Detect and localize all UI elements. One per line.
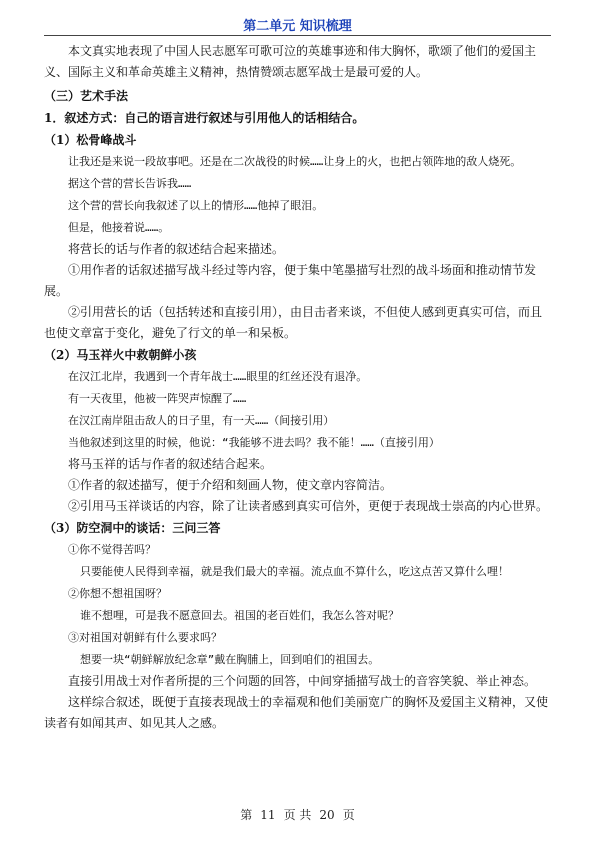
part-1-point: ①用作者的话叙述描写战斗经过等内容，便于集中笔墨描写壮烈的战斗场面和推动情节发展。 [44,263,537,298]
part-3-question: ②你想不想祖国呀？ [68,587,167,600]
part-3-number: （3） [44,521,77,535]
part-2-number: （2） [44,348,77,362]
part-1-number: （1） [44,133,77,147]
footer-suffix: 页 [342,808,355,822]
part-1-quote-line: 让我还是来说一段故事吧。还是在二次战役的时候……让身上的火，也把占领阵地的敌人烧死。 [68,155,522,168]
part-3-conclusion: 这样综合叙述，既便于直接表现战士的幸福观和他们美丽宽广的胸怀及爱国主义精神，又使读者有如闻其声、如见其人之感。 [44,695,549,730]
footer-current-page: 11 [260,808,276,822]
part-2-title: 马玉祥火中救朝鲜小孩 [76,348,197,362]
part-3-question: ③对祖国对朝鲜有什么要求吗？ [68,631,222,644]
part-1-title: 松骨峰战斗 [76,133,137,147]
part-1-heading [44,129,552,151]
footer-total-pages: 20 [319,808,335,822]
header-divider [44,35,551,36]
part-1-quote-line: 但是，他接着说……。 [68,221,170,234]
part-3-answer: 谁不想哩，可是我不愿意回去。祖国的老百姓们，我怎么答对呢？ [80,609,399,622]
point-1-text: 叙述方式：自己的语言进行叙述与引用他人的话相结合。 [64,111,365,125]
section-3-heading: （三）艺术手法 [44,89,129,103]
part-2-summary: 将马玉祥的话与作者的叙述结合起来。 [68,457,273,471]
page-content [44,41,552,734]
part-3-heading [44,517,552,539]
part-3-title: 防空洞中的谈话：三问三答 [76,521,221,535]
part-1-quote-line: 据这个营的营长告诉我…… [68,177,192,190]
part-1-summary: 将营长的话与作者的叙述结合起来描述。 [68,242,285,256]
part-3-question: ①你不觉得苦吗？ [68,543,156,556]
point-1-heading [44,107,552,129]
part-2-quote-line: 有一天夜里，他被一阵哭声惊醒了…… [68,392,247,405]
intro-paragraph: 本文真实地表现了中国人民志愿军可歌可泣的英雄事迹和伟大胸怀，歌颂了他们的爱国主义、国际主义和革命英雄主义精神，热情赞颂志愿军战士是最可爱的人。 [44,44,537,79]
part-2-point: ②引用马玉祥谈话的内容，除了让读者感到真实可信外，更便于表现战士崇高的内心世界。 [68,499,549,513]
page-footer [0,806,595,823]
footer-prefix: 第 [240,808,253,822]
part-1-quote-line: 这个营的营长向我叙述了以上的情形……他掉了眼泪。 [68,199,324,212]
part-2-heading [44,344,552,366]
point-1-number: 1． [44,111,65,125]
part-2-quote-line: 当他叙述到这里的时候，他说：“我能够不进去吗？我不能！……（直接引用） [68,436,440,449]
part-2-point: ①作者的叙述描写，便于介绍和刻画人物，使文章内容简洁。 [68,478,393,492]
part-2-quote-line: 在汉江北岸，我遇到一个青年战士……眼里的红丝还没有退净。 [68,370,368,383]
part-3-answer: 只要能使人民得到幸福，就是我们最大的幸福。流点血不算什么，吃这点苦又算什么哩！ [80,565,509,578]
part-3-answer: 想要一块“朝鲜解放纪念章”戴在胸脯上，回到咱们的祖国去。 [80,653,380,666]
part-2-quote-line: 在汉江南岸阻击敌人的日子里，有一天……（间接引用） [68,414,335,427]
page-header-title: 第二单元 知识梳理 [243,19,352,34]
part-3-summary: 直接引用战士对作者所提的三个问题的回答，中间穿插描写战士的音容笑貌、举止神态。 [68,674,537,688]
footer-mid: 页 共 [283,808,312,822]
part-1-point: ②引用营长的话（包括转述和直接引用），由目击者来谈，不但使人感到更真实可信，而且也使文章富于变化，避免了行文的单一和呆板。 [44,305,543,340]
